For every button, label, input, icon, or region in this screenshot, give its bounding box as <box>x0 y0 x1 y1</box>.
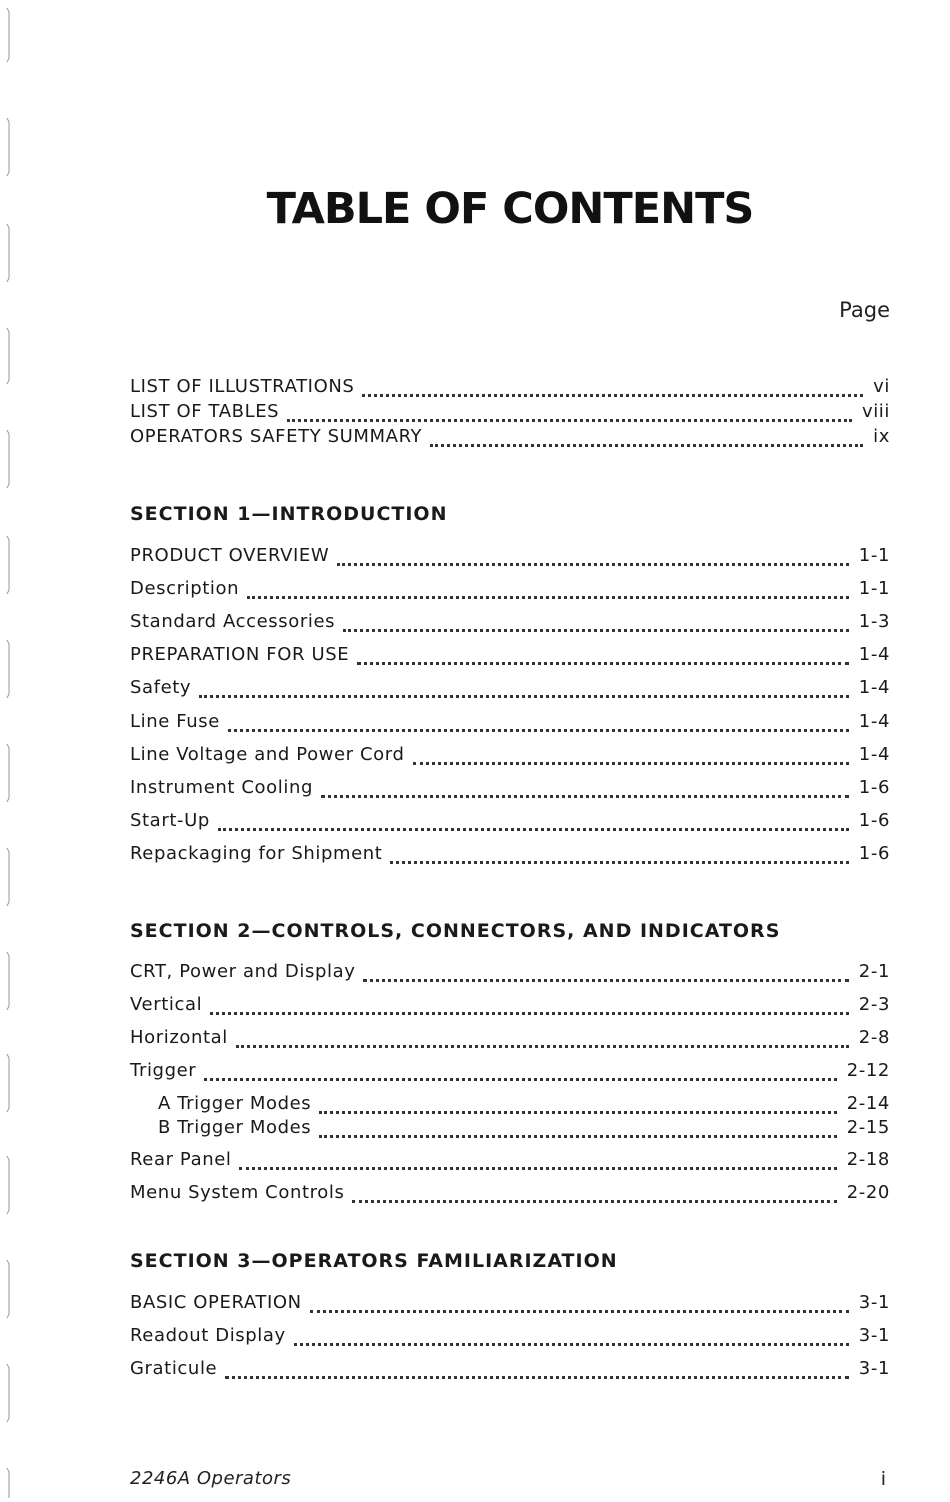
toc-entry-label: Vertical <box>130 994 203 1015</box>
toc-entry-page: 1-1 <box>858 578 890 599</box>
toc-entry-label: Graticule <box>130 1358 218 1379</box>
toc-entry-page: 1-4 <box>858 677 890 698</box>
section-heading: SECTION 3—OPERATORS FAMILIARIZATION <box>130 1250 618 1272</box>
toc-entry-page: 2-14 <box>846 1093 890 1114</box>
toc-entry[interactable] <box>130 711 890 737</box>
toc-entry-page: 3-1 <box>858 1358 890 1379</box>
dot-leader <box>287 419 852 422</box>
toc-entry-label: Rear Panel <box>130 1149 232 1170</box>
dot-leader <box>319 1135 836 1138</box>
toc-entry-page: 1-6 <box>858 843 890 864</box>
toc-entry-page: 2-3 <box>858 994 890 1015</box>
toc-entry-page: 1-6 <box>858 810 890 831</box>
toc-subentry[interactable] <box>158 1093 890 1119</box>
dot-leader <box>239 1167 836 1170</box>
toc-entry[interactable] <box>130 677 890 703</box>
toc-entry[interactable] <box>130 777 890 803</box>
dot-leader <box>218 828 849 831</box>
footer-manual-name: 2246A Operators <box>130 1468 292 1489</box>
toc-entry-label: Standard Accessories <box>130 611 336 632</box>
toc-entry-page: 2-15 <box>846 1117 890 1138</box>
toc-entry-label: Repackaging for Shipment <box>130 843 383 864</box>
toc-entry[interactable] <box>130 810 890 836</box>
toc-entry[interactable] <box>130 545 890 571</box>
dot-leader <box>390 861 848 864</box>
toc-entry-page: 2-20 <box>846 1182 890 1203</box>
toc-entry[interactable] <box>130 1060 890 1086</box>
toc-entry-page: 2-12 <box>846 1060 890 1081</box>
toc-entry-label: LIST OF TABLES <box>130 401 280 422</box>
section-heading: SECTION 1—INTRODUCTION <box>130 503 448 525</box>
toc-entry-page: 1-4 <box>858 744 890 765</box>
toc-entry-page: 1-6 <box>858 777 890 798</box>
dot-leader <box>204 1078 836 1081</box>
toc-entry-label: Line Voltage and Power Cord <box>130 744 405 765</box>
toc-entry-label: A Trigger Modes <box>158 1093 312 1114</box>
toc-entry-label: PRODUCT OVERVIEW <box>130 545 330 566</box>
toc-entry-page: 3-1 <box>858 1292 890 1313</box>
toc-entry-label: CRT, Power and Display <box>130 961 356 982</box>
toc-entry-label: Horizontal <box>130 1027 228 1048</box>
dot-leader <box>430 444 863 447</box>
toc-entry-label: BASIC OPERATION <box>130 1292 302 1313</box>
toc-entry-page: 1-3 <box>858 611 890 632</box>
toc-entry[interactable] <box>130 644 890 670</box>
dot-leader <box>343 629 849 632</box>
toc-entry[interactable] <box>130 961 890 987</box>
dot-leader <box>294 1343 849 1346</box>
dot-leader <box>362 394 863 397</box>
toc-entry[interactable] <box>130 401 890 427</box>
toc-entry[interactable] <box>130 1358 890 1384</box>
toc-entry-page: 2-8 <box>858 1027 890 1048</box>
toc-entry-label: Line Fuse <box>130 711 220 732</box>
toc-entry-label: Start-Up <box>130 810 210 831</box>
dot-leader <box>236 1045 849 1048</box>
toc-entry[interactable] <box>130 611 890 637</box>
toc-entry-page: vi <box>873 376 890 397</box>
toc-entry-label: Menu System Controls <box>130 1182 345 1203</box>
page-title: TABLE OF CONTENTS <box>266 184 754 234</box>
toc-entry[interactable] <box>130 1027 890 1053</box>
footer-page-number: i <box>880 1468 886 1490</box>
toc-entry-label: Trigger <box>130 1060 197 1081</box>
dot-leader <box>363 979 848 982</box>
dot-leader <box>228 729 849 732</box>
section-heading: SECTION 2—CONTROLS, CONNECTORS, AND INDICATORS <box>130 920 781 942</box>
toc-entry-label: PREPARATION FOR USE <box>130 644 350 665</box>
dot-leader <box>321 795 849 798</box>
toc-entry-page: ix <box>873 426 890 447</box>
dot-leader <box>225 1376 849 1379</box>
dot-leader <box>247 596 849 599</box>
toc-entry-label: Safety <box>130 677 192 698</box>
toc-entry-page: 1-4 <box>858 644 890 665</box>
toc-entry-page: 3-1 <box>858 1325 890 1346</box>
dot-leader <box>357 662 849 665</box>
dot-leader <box>210 1012 849 1015</box>
toc-entry[interactable] <box>130 1182 890 1208</box>
toc-entry-page: 1-1 <box>858 545 890 566</box>
toc-entry[interactable] <box>130 426 890 452</box>
dot-leader <box>319 1111 836 1114</box>
dot-leader <box>413 762 849 765</box>
toc-entry-label: B Trigger Modes <box>158 1117 312 1138</box>
toc-entry-page: 1-4 <box>858 711 890 732</box>
dot-leader <box>337 563 848 566</box>
toc-entry-label: Instrument Cooling <box>130 777 313 798</box>
toc-entry-label: Description <box>130 578 240 599</box>
toc-entry-page: viii <box>861 401 890 422</box>
toc-entry[interactable] <box>130 1325 890 1351</box>
toc-entry-page: 2-1 <box>858 961 890 982</box>
toc-entry-label: OPERATORS SAFETY SUMMARY <box>130 426 423 447</box>
toc-entry[interactable] <box>130 1292 890 1318</box>
toc-entry[interactable] <box>130 1149 890 1175</box>
toc-entry[interactable] <box>130 843 890 869</box>
toc-entry-label: LIST OF ILLUSTRATIONS <box>130 376 355 397</box>
toc-subentry[interactable] <box>158 1117 890 1143</box>
toc-entry[interactable] <box>130 376 890 402</box>
toc-entry[interactable] <box>130 994 890 1020</box>
toc-entry-label: Readout Display <box>130 1325 286 1346</box>
page-column-label: Page <box>839 298 890 322</box>
dot-leader <box>352 1200 836 1203</box>
dot-leader <box>310 1310 849 1313</box>
toc-entry-page: 2-18 <box>846 1149 890 1170</box>
toc-entry[interactable] <box>130 744 890 770</box>
toc-entry[interactable] <box>130 578 890 604</box>
dot-leader <box>199 695 849 698</box>
